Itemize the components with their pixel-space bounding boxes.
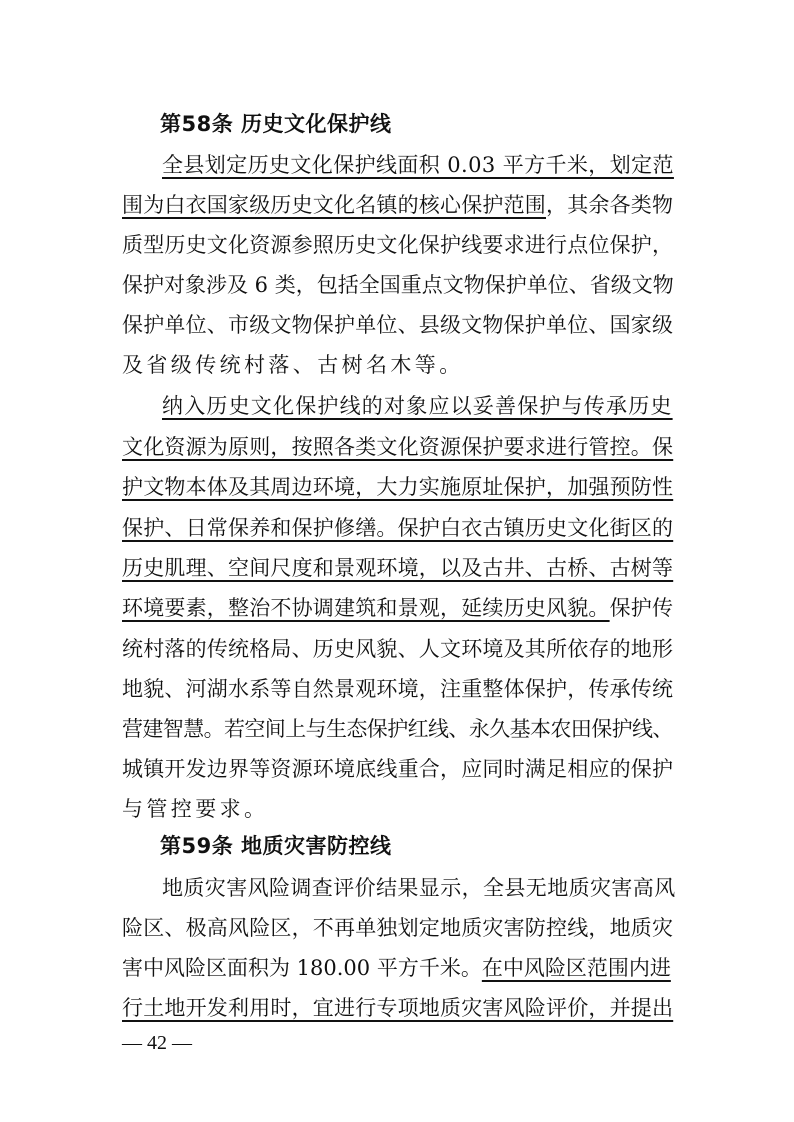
text-line <box>122 952 671 982</box>
text-line: 保护对象涉及 6 类，包括全国重点文物保护单位、省级文物 <box>122 273 674 297</box>
text-line <box>162 390 673 420</box>
text-line: 与管控要求。 <box>122 797 269 821</box>
underlined-text: 环境要素，整治不协调建筑和景观，延续历史风貌。 <box>122 596 610 620</box>
page-number: — 42 — <box>122 1032 192 1054</box>
text-line <box>162 149 674 179</box>
text-line <box>122 189 673 219</box>
text-line: 城镇开发边界等资源环境底线重合，应同时满足相应的保护 <box>122 757 674 781</box>
text-line <box>122 512 673 542</box>
plain-text: 害中风险区面积为 180.00 平方千米。 <box>122 956 482 980</box>
text-line <box>122 431 673 461</box>
text-line: 保护单位、市级文物保护单位、县级文物保护单位、国家级 <box>122 313 674 337</box>
text-line <box>122 552 673 582</box>
text-line: 地质灾害风险调查评价结果显示，全县无地质灾害高风 <box>162 876 676 900</box>
text-line: 及省级传统村落、古树名木等。 <box>122 353 464 377</box>
plain-text: ，其余各类物 <box>546 193 674 217</box>
underlined-text: 纳入历史文化保护线的对象应以妥善保护与传承历史 <box>162 394 673 418</box>
text-line: 质型历史文化资源参照历史文化保护线要求进行点位保护， <box>122 233 674 257</box>
underlined-text: 护文物本体及其周边环境，大力实施原址保护，加强预防性 <box>122 475 674 499</box>
text-line: 地貌、河湖水系等自然景观环境，注重整体保护，传承传统 <box>122 677 674 701</box>
text-line <box>122 992 673 1022</box>
underlined-text: 保护、日常保养和保护修缮。保护白衣古镇历史文化街区的 <box>122 516 674 540</box>
underlined-text: 历史肌理、空间尺度和景观环境，以及古井、古桥、古树等 <box>122 556 674 580</box>
section-59-heading: 第59条 地质灾害防控线 <box>160 834 392 858</box>
underlined-text: 行土地开发利用时，宜进行专项地质灾害风险评价，并提出 <box>122 996 674 1020</box>
underlined-text: 全县划定历史文化保护线面积 0.03 平方千米，划定范 <box>162 153 674 177</box>
underlined-text: 文化资源为原则，按照各类文化资源保护要求进行管控。保 <box>122 435 674 459</box>
text-line: 营建智慧。若空间上与生态保护红线、永久基本农田保护线、 <box>122 717 673 741</box>
text-line: 险区、极高风险区，不再单独划定地质灾害防控线，地质灾 <box>122 916 674 940</box>
section-58-heading: 第58条 历史文化保护线 <box>160 112 392 136</box>
underlined-text: 围为白衣国家级历史文化名镇的核心保护范围 <box>122 193 546 217</box>
text-line: 统村落的传统格局、历史风貌、人文环境及其所依存的地形 <box>122 637 674 661</box>
text-line <box>122 471 673 501</box>
text-line <box>122 592 673 622</box>
plain-text: 保护传 <box>609 596 674 620</box>
underlined-text: 在中风险区范围内进 <box>481 956 671 980</box>
